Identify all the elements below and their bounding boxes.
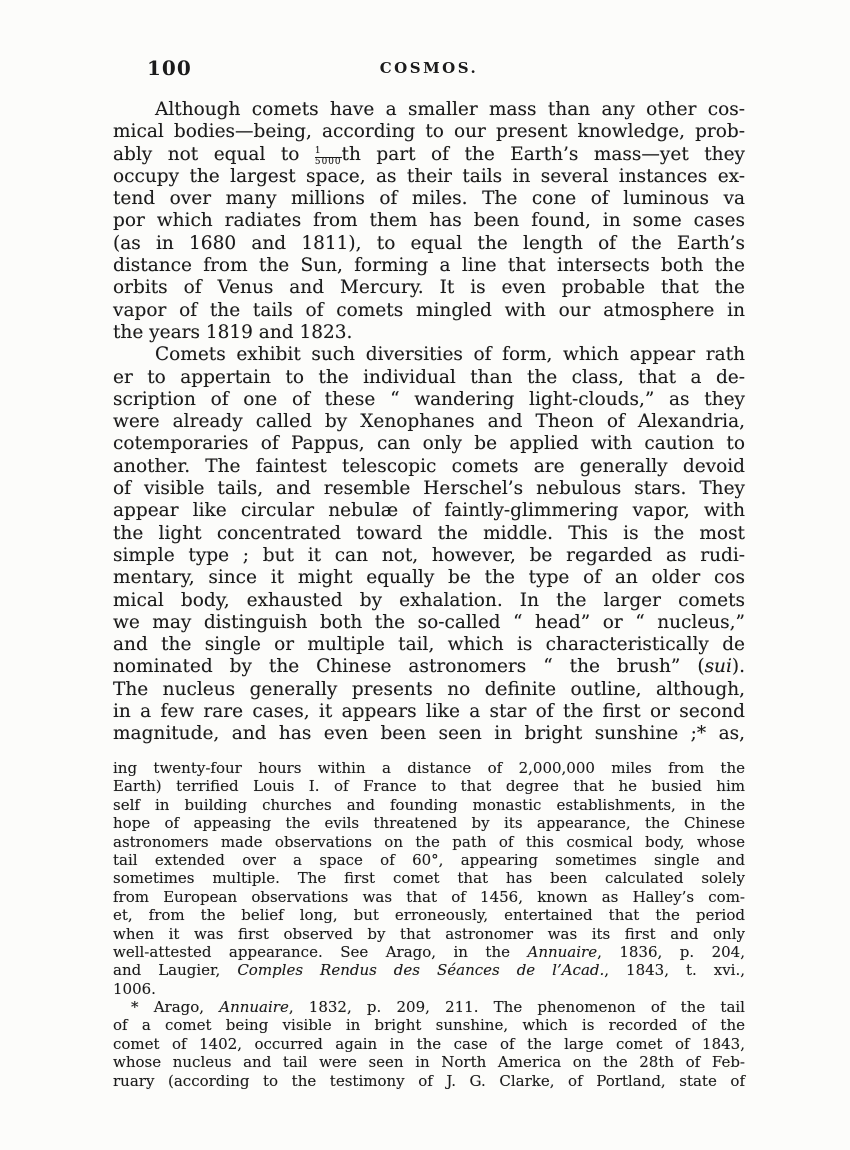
text-line: Comets exhibit such diversities of form, which appear rath [155,344,745,366]
text-line: astronomers made observations on the path of this cosmical body, whose [113,832,745,851]
text-line: por which radiates from them has been found, in some cases [113,210,745,232]
text-line: simple type ; but it can not, however, be regarded as rudi- [113,544,745,566]
running-title: COSMOS. [379,59,479,77]
text-line: et, from the belief long, but erroneously, entertained that the period [113,906,745,925]
text-line: appear like circular nebulæ of faintly-glimmering vapor, with [113,500,745,522]
text-line: 1006. [113,979,156,998]
text-line: whose nucleus and tail were seen in North America on the 28th of Feb- [113,1053,745,1072]
text-line: ably not equal to $\frac{1}{5000}$ th part of the Earth’s mass—yet they [113,143,745,168]
text-line: scription of one of these “ wandering light-clouds,” as they [113,388,745,410]
text-line: when it was first observed by that astronomer was its first and only [113,924,745,943]
text-line: of visible tails, and resemble Herschel’s nebulous stars. They [113,478,745,500]
text-line: and Laugier, Comples Rendus des Séances de l’Acad., 1843, t. xvi., [113,961,746,980]
text-line: the light concentrated toward the middle. This is the most [113,522,745,544]
fraction: $\frac{1}{5000}$ [314,146,342,168]
text-line: mentary, since it might equally be the type of an older cos [113,567,745,589]
text-line: the years 1819 and 1823. [113,321,353,343]
page-number: 100 [147,56,192,80]
text-line: tail extended over a space of 60°, appearing sometimes single and [113,850,745,869]
text-line: (as in 1680 and 1811), to equal the length of the Earth’s [113,232,745,254]
text-line: ruary (according to the testimony of J. G. Clarke, of Portland, state of [113,1071,745,1090]
text-line: we may distinguish both the so-called “ head” or “ nucleus,” [113,611,745,633]
text-line: er to appertain to the individual than the class, that a de- [113,366,745,388]
text-line: self in building churches and founding monastic establishments, in the [113,795,745,814]
text-line: another. The faintest telescopic comets are generally devoid [113,455,745,477]
main-text-block [113,99,745,746]
text-line: ing twenty-four hours within a distance of 2,000,000 miles from the [113,759,745,777]
text-line: Although comets have a smaller mass than any other cos- [155,99,745,120]
text-line: distance from the Sun, forming a line that intersects both the [113,255,745,277]
text-line: in a few rare cases, it appears like a star of the first or second [113,701,745,723]
text-line: hope of appeasing the evils threatened by its appearance, the Chinese [113,814,745,833]
text-line: Earth) terrified Louis I. of France to that degree that he busied him [113,777,745,796]
text-line: tend over many millions of miles. The cone of luminous va [113,188,745,210]
text-line: mical body, exhausted by exhalation. In the larger comets [113,589,745,611]
page-header [113,56,745,80]
text-line: occupy the largest space, as their tails in several instances ex- [113,165,745,187]
text-line: were already called by Xenophanes and Theon of Alexandria, [113,411,745,433]
text-line: from European observations was that of 1456, known as Halley’s com- [113,887,745,906]
footnote-block [113,759,745,1090]
text-line: and the single or multiple tail, which is characteristically de [113,634,745,656]
text-line: cotemporaries of Pappus, can only be applied with caution to [113,433,745,455]
text-line: orbits of Venus and Mercury. It is even probable that the [113,277,745,299]
text-line: vapor of the tails of comets mingled with our atmosphere in [113,299,745,321]
text-line: mical bodies—being, according to our present knowledge, prob- [113,121,745,143]
text-line: The nucleus generally presents no definite outline, although, [113,678,745,700]
text-line: magnitude, and has even been seen in bright sunshine ;* as, [113,723,745,745]
text-line: comet of 1402, occurred again in the case of the large comet of 1843, [113,1034,745,1053]
text-line: * Arago, Annuaire, 1832, p. 209, 211. The phenomenon of the tail [131,998,745,1017]
text-line: sometimes multiple. The first comet that has been calculated solely [113,869,745,888]
text-line: of a comet being visible in bright sunshine, which is recorded of the [113,1016,745,1035]
text-line: well-attested appearance. See Arago, in the Annuaire, 1836, p. 204, [113,942,745,961]
text-line: nominated by the Chinese astronomers “ the brush” (sui). [113,656,745,678]
